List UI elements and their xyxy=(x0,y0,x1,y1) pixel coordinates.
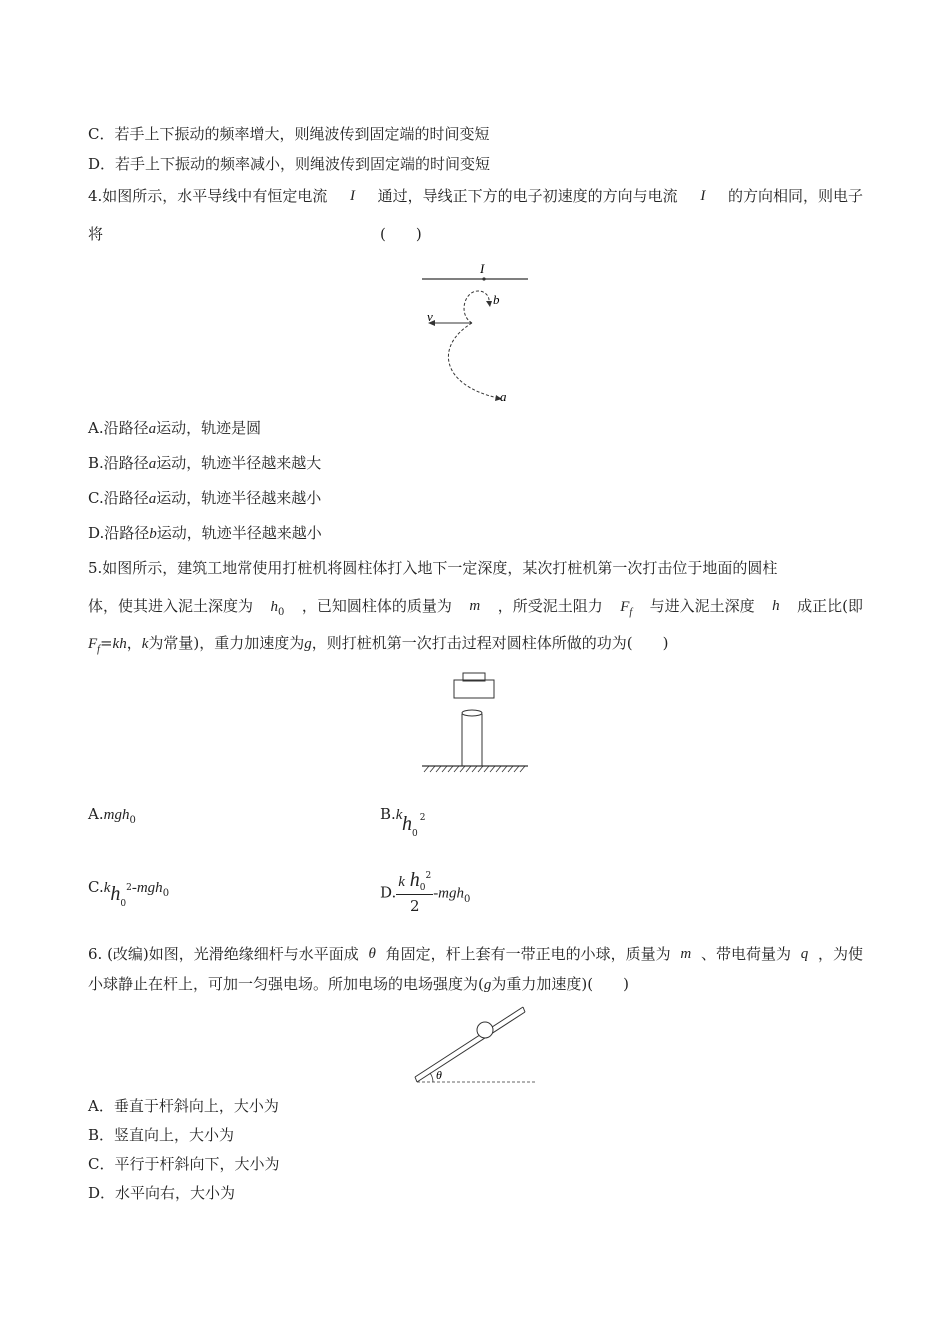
label-v: v xyxy=(427,309,433,324)
label-b: b xyxy=(493,292,500,307)
q3-option-d: D．若手上下振动的频率减小，则绳波传到固定端的时间变短 xyxy=(88,155,491,173)
q5-pile-driver-diagram xyxy=(420,668,530,774)
q6-rod-diagram xyxy=(405,998,545,1090)
label-theta: θ xyxy=(436,1068,442,1082)
q5-stem-line2: 体，使其进入泥土深度为 $h_0$ ，已知圆柱体的质量为 m ，所受泥土阻力 $F_f$ 与进入泥土深度 h 成正比(即 xyxy=(88,597,863,618)
answer-paren: ( ) xyxy=(380,225,422,243)
q6-option-a: A．垂直于杆斜向上，大小为 xyxy=(88,1097,279,1115)
q4-stem-line1: 4.如图所示，水平导线中有恒定电流 I 通过，导线正下方的电子初速度的方向与电流 I 的方向相同，则电子 xyxy=(88,187,863,205)
q4-option-b: B.沿路径a运动，轨迹半径越来越大 xyxy=(88,454,322,472)
q4-option-d: D.沿路径b运动，轨迹半径越来越小 xyxy=(88,524,322,542)
q6-stem-line2: 小球静止在杆上，可加一匀强电场。所加电场的电场强度为(g为重力加速度)( ) xyxy=(88,975,629,993)
hammer-body xyxy=(454,680,494,698)
path-a xyxy=(448,323,498,398)
rod-edge-top xyxy=(415,1007,523,1077)
q6-stem-line1: 6. (改编)如图，光滑绝缘细杆与水平面成 θ 角固定，杆上套有一带正电的小球，质量为 m 、带电荷量为 q ，为使 xyxy=(88,945,863,963)
arrow-b xyxy=(486,301,492,307)
q5-option-b: B.k $h_0^2$ xyxy=(380,805,426,839)
angle-arc xyxy=(430,1073,433,1082)
q5-option-d-fraction: $\frac{k h_0^2}{2}$ xyxy=(398,869,432,915)
charged-ball xyxy=(477,1022,493,1038)
cylinder-top xyxy=(462,710,482,716)
q5-stem-line1: 5.如图所示，建筑工地常使用打桩机将圆柱体打入地下一定深度，某次打桩机第一次打击位于地面的圆柱 xyxy=(88,559,778,577)
current-marker xyxy=(482,277,485,280)
q4-option-a: A.沿路径a运动，轨迹是圆 xyxy=(88,419,262,437)
q5-option-a: A.mgh$_0$ xyxy=(88,805,136,826)
ground-hatch xyxy=(424,766,525,772)
q6-option-c: C．平行于杆斜向下，大小为 xyxy=(88,1155,280,1173)
q5-option-c: $C.kh_02-mgh_0$ xyxy=(88,878,170,909)
label-a: a xyxy=(500,389,507,404)
q5-option-b-h0sq: $h_0^2$ xyxy=(402,813,426,839)
rod-end-right xyxy=(523,1007,525,1012)
q5-stem-line3: $F_f=kh$，k为常量)，重力加速度为g，则打桩机第一次打击过程对圆柱体所做的功为( ) xyxy=(88,634,669,655)
q5-option-d: D. $\frac{k h_0^2}{2}$ -mgh$_0$ xyxy=(380,869,471,915)
q4-wire-diagram xyxy=(410,255,550,410)
q3-option-c: C．若手上下振动的频率增大，则绳波传到固定端的时间变短 xyxy=(88,125,490,143)
path-b xyxy=(464,291,489,323)
q4-stem-line2: 将 ( ) xyxy=(88,225,422,243)
rod-end-left xyxy=(415,1077,417,1082)
q6-option-b: B．竖直向上，大小为 xyxy=(88,1126,235,1144)
q4-option-c: C.沿路径a运动，轨迹半径越来越小 xyxy=(88,489,322,507)
label-current: I xyxy=(480,261,485,276)
q6-option-d: D．水平向右，大小为 xyxy=(88,1184,236,1202)
rod-edge-bottom xyxy=(417,1012,525,1082)
